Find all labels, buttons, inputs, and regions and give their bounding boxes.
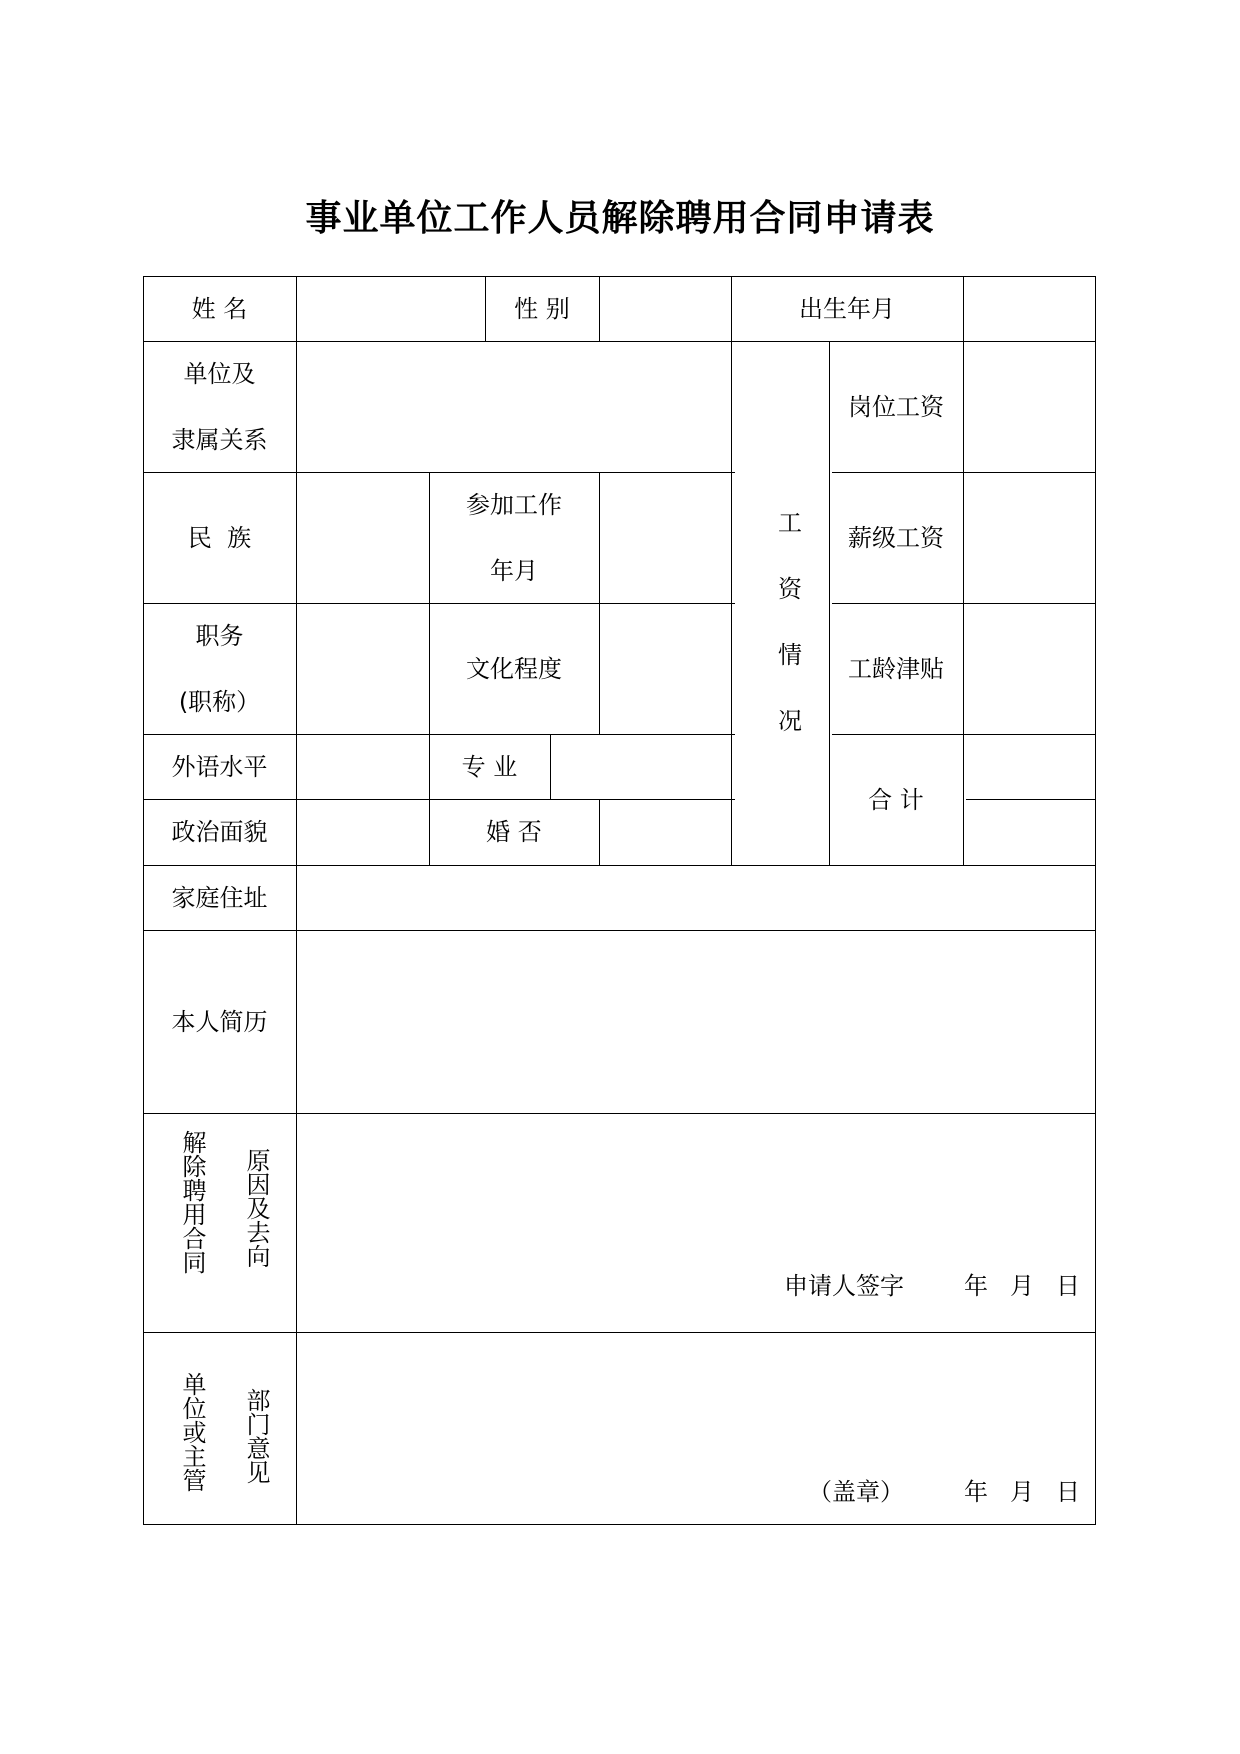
termination-label-col1: 解除聘用合同 bbox=[178, 1130, 206, 1274]
table-line bbox=[296, 276, 297, 1524]
work-start-line2: 年月 bbox=[490, 556, 538, 585]
stamp-day: 日 bbox=[1056, 1478, 1080, 1506]
opinion-label-col2: 部门意见 bbox=[242, 1388, 270, 1484]
applicant-signature-label: 申请人签字 bbox=[784, 1272, 904, 1300]
wage-char: 情 bbox=[778, 641, 802, 669]
wage-char: 况 bbox=[778, 707, 802, 735]
table-line bbox=[143, 1113, 1096, 1114]
position-line1: 职务 bbox=[195, 621, 244, 650]
work-start-line1: 参加工作 bbox=[466, 490, 562, 519]
stamp-label: （盖章） bbox=[808, 1478, 904, 1506]
form-title: 事业单位工作人员解除聘用合同申请表 bbox=[305, 198, 935, 239]
position-title-label bbox=[143, 603, 296, 734]
total-label: 合 计 bbox=[868, 785, 924, 814]
signature-month: 月 bbox=[1010, 1272, 1034, 1300]
wage-info-label bbox=[742, 490, 838, 754]
wage-char: 资 bbox=[778, 575, 802, 603]
seniority-allowance-label: 工龄津贴 bbox=[848, 654, 944, 683]
resume-label: 本人简历 bbox=[171, 1007, 268, 1036]
position-line2: (职称） bbox=[178, 687, 261, 716]
table-line bbox=[599, 472, 600, 734]
major-label: 专 业 bbox=[461, 752, 518, 781]
foreign-language-label: 外语水平 bbox=[171, 752, 268, 781]
ethnicity-label: 民 族 bbox=[187, 523, 252, 552]
table-line bbox=[550, 734, 551, 799]
table-line bbox=[963, 276, 964, 865]
gender-label: 性 别 bbox=[514, 294, 570, 323]
work-start-label bbox=[429, 472, 599, 603]
table-line bbox=[143, 1332, 1096, 1333]
stamp-line bbox=[808, 1472, 1080, 1507]
unit-label-line2: 隶属关系 bbox=[171, 425, 268, 454]
table-line bbox=[143, 1524, 1096, 1525]
home-address-label: 家庭住址 bbox=[171, 883, 268, 912]
marital-status-label: 婚 否 bbox=[486, 818, 542, 846]
stamp-month: 月 bbox=[1010, 1478, 1034, 1506]
table-line bbox=[599, 799, 600, 865]
unit-label-line1: 单位及 bbox=[183, 359, 256, 388]
wage-char: 工 bbox=[778, 509, 802, 537]
education-label: 文化程度 bbox=[466, 654, 562, 683]
unit-affiliation-label bbox=[143, 341, 296, 472]
table-line bbox=[1095, 276, 1096, 1524]
signature-year: 年 bbox=[964, 1272, 988, 1300]
political-status-label: 政治面貌 bbox=[171, 818, 268, 846]
signature-day: 日 bbox=[1056, 1272, 1080, 1300]
table-line bbox=[966, 799, 1096, 800]
scale-wage-label: 薪级工资 bbox=[848, 523, 944, 552]
birth-date-label: 出生年月 bbox=[799, 294, 895, 323]
table-line bbox=[731, 276, 732, 865]
post-wage-label: 岗位工资 bbox=[848, 392, 944, 421]
applicant-signature-line bbox=[784, 1266, 1080, 1301]
termination-label-col2: 原因及去向 bbox=[242, 1148, 270, 1268]
opinion-label-col1: 单位或主管 bbox=[178, 1372, 206, 1492]
stamp-year: 年 bbox=[964, 1478, 988, 1506]
name-label: 姓 名 bbox=[191, 294, 248, 323]
table-line bbox=[599, 276, 600, 341]
